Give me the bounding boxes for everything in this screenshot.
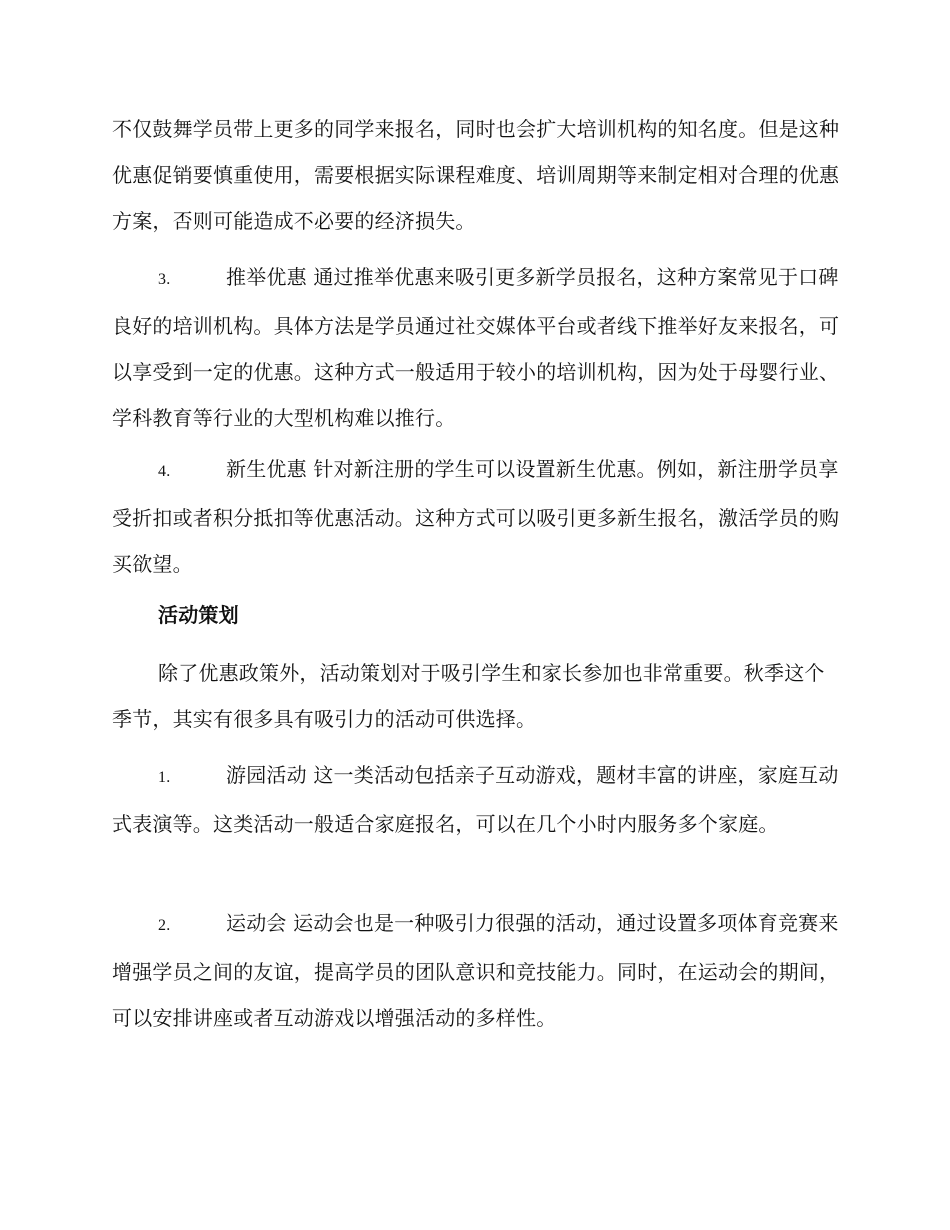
intro-paragraph: 不仅鼓舞学员带上更多的同学来报名，同时也会扩大培训机构的知名度。但是这种优惠促销要慎重使用，需要根据实际课程难度、培训周期等来制定相对合理的优惠方案，否则可能造成不必要的经济损失。 [112, 117, 840, 233]
list-item-text: 新生优惠 针对新注册的学生可以设置新生优惠。例如，新注册学员享受折扣或者积分抵扣等优惠活动。这种方式可以吸引更多新生报名，激活学员的购买欲望。 [112, 457, 840, 576]
list-item-referral-discount [112, 254, 840, 441]
list-item-sports-meet [112, 900, 840, 1041]
list-item-new-student-discount [112, 446, 840, 587]
list-item-number: 1. [158, 769, 171, 786]
list-item-number: 3. [158, 271, 171, 288]
list-item-number: 4. [158, 463, 171, 480]
section-heading: 活动策划 [158, 603, 239, 627]
list-item-garden-party [112, 752, 840, 847]
section-intro-paragraph: 除了优惠政策外，活动策划对于吸引学生和家长参加也非常重要。秋季这个季节，其实有很多具有吸引力的活动可供选择。 [112, 661, 825, 731]
list-item-text: 游园活动 这一类活动包括亲子互动游戏，题材丰富的讲座，家庭互动式表演等。这类活动一般适合家庭报名，可以在几个小时内服务多个家庭。 [112, 763, 839, 836]
list-item-text: 推举优惠 通过推举优惠来吸引更多新学员报名，这种方案常见于口碑良好的培训机构。具体方法是学员通过社交媒体平台或者线下推举好友来报名，可以享受到一定的优惠。这种方式一般适用于较小的培训机构，因为处于母婴行业、学科教育等行业的大型机构难以推行。 [112, 265, 840, 430]
list-item-text: 运动会 运动会也是一种吸引力很强的活动，通过设置多项体育竞赛来增强学员之间的友谊，提高学员的团队意识和竞技能力。同时，在运动会的期间，可以安排讲座或者互动游戏以增强活动的多样性。 [112, 911, 840, 1030]
list-item-number: 2. [158, 917, 171, 934]
